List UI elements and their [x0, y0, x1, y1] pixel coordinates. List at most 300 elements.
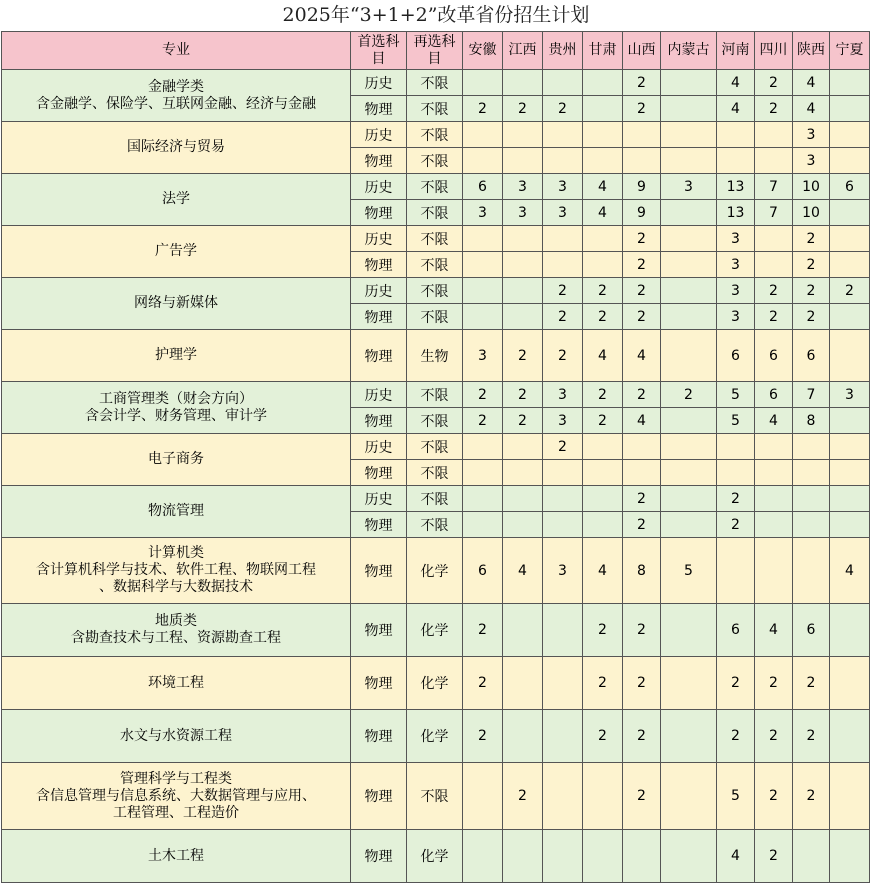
quota-cell	[661, 763, 717, 830]
quota-cell: 2	[793, 304, 830, 330]
quota-cell	[463, 830, 503, 883]
quota-cell	[755, 460, 793, 486]
quota-cell: 5	[717, 382, 755, 408]
major-name-line: 工程管理、工程造价	[113, 804, 239, 821]
quota-cell	[503, 122, 543, 148]
major-name-line: 工商管理类（财会方向）	[99, 390, 253, 407]
quota-cell	[583, 148, 623, 174]
table-row	[2, 434, 870, 460]
quota-cell: 2	[623, 657, 661, 710]
second-subject-cell: 不限	[407, 148, 463, 174]
quota-cell: 2	[543, 330, 583, 382]
major-name-line: 网络与新媒体	[134, 295, 218, 311]
quota-cell: 9	[623, 174, 661, 200]
quota-cell: 2	[623, 486, 661, 512]
quota-cell: 13	[717, 200, 755, 226]
quota-cell	[717, 122, 755, 148]
major-name-line: 水文与水资源工程	[120, 727, 232, 744]
quota-cell: 4	[793, 96, 830, 122]
quota-cell: 2	[503, 382, 543, 408]
quota-cell	[830, 763, 870, 830]
quota-cell: 2	[543, 278, 583, 304]
second-subject-cell: 不限	[407, 434, 463, 460]
quota-cell	[830, 604, 870, 657]
header-province: 四川	[755, 32, 793, 70]
quota-cell: 2	[793, 252, 830, 278]
quota-cell	[463, 148, 503, 174]
quota-cell	[830, 512, 870, 538]
quota-cell: 6	[755, 382, 793, 408]
major-name-cell	[2, 330, 351, 382]
quota-cell: 6	[793, 604, 830, 657]
quota-cell	[583, 96, 623, 122]
major-name-cell	[2, 226, 351, 278]
quota-cell	[583, 226, 623, 252]
first-subject-cell: 物理	[351, 604, 407, 657]
major-name-cell	[2, 604, 351, 657]
quota-cell	[623, 460, 661, 486]
quota-cell	[463, 70, 503, 96]
first-subject-cell: 物理	[351, 200, 407, 226]
table-row	[2, 657, 870, 710]
major-name-cell	[2, 710, 351, 763]
second-subject-cell: 不限	[407, 763, 463, 830]
second-subject-cell: 化学	[407, 538, 463, 604]
quota-cell: 4	[623, 408, 661, 434]
table-row	[2, 604, 870, 657]
header-province: 山西	[623, 32, 661, 70]
quota-cell	[543, 763, 583, 830]
quota-cell	[717, 434, 755, 460]
quota-cell	[717, 460, 755, 486]
quota-cell	[661, 460, 717, 486]
second-subject-cell: 不限	[407, 200, 463, 226]
quota-cell	[503, 252, 543, 278]
quota-cell: 2	[793, 657, 830, 710]
quota-cell	[661, 408, 717, 434]
quota-cell	[543, 226, 583, 252]
quota-cell	[755, 252, 793, 278]
quota-cell: 2	[583, 304, 623, 330]
quota-cell	[583, 122, 623, 148]
quota-cell	[543, 710, 583, 763]
quota-cell	[463, 252, 503, 278]
quota-cell: 2	[463, 408, 503, 434]
quota-cell	[543, 252, 583, 278]
first-subject-cell: 历史	[351, 382, 407, 408]
header-province: 甘肃	[583, 32, 623, 70]
quota-cell: 2	[717, 710, 755, 763]
page-title: 2025年“3+1+2”改革省份招生计划	[282, 4, 590, 26]
quota-cell: 9	[623, 200, 661, 226]
quota-cell	[661, 830, 717, 883]
quota-cell: 2	[623, 604, 661, 657]
major-name-line: 金融学类	[148, 78, 204, 95]
quota-cell: 2	[793, 710, 830, 763]
quota-cell: 3	[793, 122, 830, 148]
quota-cell: 3	[717, 226, 755, 252]
first-subject-cell: 物理	[351, 252, 407, 278]
second-subject-cell: 不限	[407, 122, 463, 148]
quota-cell: 2	[463, 657, 503, 710]
quota-cell: 3	[463, 200, 503, 226]
quota-cell	[503, 226, 543, 252]
quota-cell: 2	[623, 96, 661, 122]
table-body	[2, 70, 870, 883]
quota-cell	[830, 460, 870, 486]
major-name-cell	[2, 830, 351, 883]
quota-cell: 2	[623, 304, 661, 330]
header-major: 专业	[2, 32, 351, 70]
quota-cell	[661, 512, 717, 538]
header-first-subject: 首选科目	[351, 32, 407, 70]
quota-cell	[717, 148, 755, 174]
quota-cell: 4	[793, 70, 830, 96]
quota-cell: 4	[583, 330, 623, 382]
quota-cell: 2	[793, 278, 830, 304]
quota-cell: 2	[583, 604, 623, 657]
quota-cell: 3	[543, 200, 583, 226]
quota-cell: 2	[755, 70, 793, 96]
quota-cell	[623, 434, 661, 460]
enrollment-plan-table	[1, 31, 870, 883]
first-subject-cell: 物理	[351, 763, 407, 830]
quota-cell: 2	[583, 657, 623, 710]
quota-cell: 2	[623, 382, 661, 408]
quota-cell: 2	[543, 304, 583, 330]
quota-cell	[830, 122, 870, 148]
quota-cell: 10	[793, 174, 830, 200]
second-subject-cell: 不限	[407, 512, 463, 538]
quota-cell: 2	[717, 657, 755, 710]
quota-cell	[830, 710, 870, 763]
quota-cell	[755, 434, 793, 460]
major-name-line: 法学	[162, 191, 190, 207]
quota-cell: 2	[463, 96, 503, 122]
header-province: 河南	[717, 32, 755, 70]
second-subject-cell: 不限	[407, 486, 463, 512]
major-name-cell	[2, 278, 351, 330]
quota-cell: 4	[717, 70, 755, 96]
first-subject-cell: 物理	[351, 148, 407, 174]
quota-cell: 4	[583, 174, 623, 200]
second-subject-cell: 不限	[407, 252, 463, 278]
second-subject-cell: 化学	[407, 710, 463, 763]
quota-cell	[583, 252, 623, 278]
major-name-line: 含信息管理与信息系统、大数据管理与应用、	[36, 787, 316, 804]
header-province: 内蒙古	[661, 32, 717, 70]
quota-cell: 2	[830, 278, 870, 304]
quota-cell	[755, 122, 793, 148]
quota-cell: 6	[717, 330, 755, 382]
major-name-line: 广告学	[155, 243, 197, 259]
table-row	[2, 486, 870, 512]
quota-cell: 6	[830, 174, 870, 200]
second-subject-cell: 不限	[407, 304, 463, 330]
quota-cell	[661, 486, 717, 512]
quota-cell	[661, 122, 717, 148]
quota-cell: 6	[463, 174, 503, 200]
quota-cell	[503, 657, 543, 710]
first-subject-cell: 物理	[351, 657, 407, 710]
quota-cell: 8	[793, 408, 830, 434]
major-name-line: 地质类	[155, 613, 197, 629]
quota-cell: 2	[661, 382, 717, 408]
quota-cell	[543, 460, 583, 486]
first-subject-cell: 物理	[351, 460, 407, 486]
major-name-line: 含金融学、保险学、互联网金融、经济与金融	[36, 95, 316, 112]
quota-cell	[661, 148, 717, 174]
quota-cell: 2	[793, 763, 830, 830]
quota-cell	[755, 226, 793, 252]
quota-cell: 3	[463, 330, 503, 382]
quota-cell: 2	[623, 278, 661, 304]
quota-cell	[543, 486, 583, 512]
first-subject-cell: 物理	[351, 96, 407, 122]
quota-cell	[661, 604, 717, 657]
quota-cell: 2	[755, 657, 793, 710]
first-subject-cell: 物理	[351, 330, 407, 382]
major-name-line: 管理科学与工程类	[120, 770, 232, 787]
second-subject-cell: 化学	[407, 657, 463, 710]
quota-cell: 2	[623, 763, 661, 830]
second-subject-cell: 不限	[407, 460, 463, 486]
quota-cell: 5	[717, 763, 755, 830]
first-subject-cell: 历史	[351, 226, 407, 252]
major-name-line: 护理学	[155, 347, 197, 363]
quota-cell	[830, 226, 870, 252]
major-name-line: 土木工程	[148, 847, 204, 864]
quota-cell	[793, 830, 830, 883]
quota-cell: 3	[793, 148, 830, 174]
quota-cell: 2	[583, 382, 623, 408]
table-row	[2, 710, 870, 763]
table-row	[2, 226, 870, 252]
quota-cell	[503, 710, 543, 763]
table-row	[2, 278, 870, 304]
table-row	[2, 174, 870, 200]
quota-cell	[717, 538, 755, 604]
quota-cell	[793, 486, 830, 512]
quota-cell: 2	[793, 226, 830, 252]
quota-cell	[793, 434, 830, 460]
table-row	[2, 763, 870, 830]
major-name-cell	[2, 70, 351, 122]
header-row	[2, 32, 870, 70]
second-subject-cell: 不限	[407, 382, 463, 408]
quota-cell: 2	[755, 278, 793, 304]
quota-cell: 6	[463, 538, 503, 604]
quota-cell	[503, 304, 543, 330]
table-row	[2, 122, 870, 148]
quota-cell	[661, 70, 717, 96]
quota-cell	[503, 486, 543, 512]
quota-cell: 2	[623, 70, 661, 96]
major-name-cell	[2, 174, 351, 226]
quota-cell: 2	[623, 226, 661, 252]
quota-cell: 4	[830, 538, 870, 604]
quota-cell: 2	[583, 278, 623, 304]
first-subject-cell: 物理	[351, 710, 407, 763]
quota-cell: 4	[623, 330, 661, 382]
quota-cell	[543, 148, 583, 174]
quota-cell: 3	[503, 174, 543, 200]
major-name-line: 计算机类	[148, 545, 204, 561]
first-subject-cell: 物理	[351, 830, 407, 883]
quota-cell	[583, 434, 623, 460]
quota-cell: 4	[717, 96, 755, 122]
quota-cell: 2	[755, 304, 793, 330]
quota-cell	[830, 304, 870, 330]
quota-cell	[830, 148, 870, 174]
quota-cell	[503, 830, 543, 883]
quota-cell	[543, 657, 583, 710]
table-row	[2, 70, 870, 96]
quota-cell: 8	[623, 538, 661, 604]
quota-cell	[463, 434, 503, 460]
quota-cell	[543, 122, 583, 148]
quota-cell	[583, 763, 623, 830]
quota-cell	[830, 330, 870, 382]
quota-cell: 2	[543, 434, 583, 460]
quota-cell	[503, 148, 543, 174]
header-province: 贵州	[543, 32, 583, 70]
quota-cell	[793, 512, 830, 538]
quota-cell	[755, 538, 793, 604]
quota-cell	[463, 278, 503, 304]
table-row	[2, 830, 870, 883]
quota-cell: 3	[717, 252, 755, 278]
quota-cell: 2	[503, 330, 543, 382]
quota-cell	[830, 408, 870, 434]
quota-cell: 2	[755, 830, 793, 883]
quota-cell: 4	[755, 408, 793, 434]
table-row	[2, 538, 870, 604]
first-subject-cell: 物理	[351, 408, 407, 434]
second-subject-cell: 不限	[407, 408, 463, 434]
quota-cell	[830, 657, 870, 710]
major-name-cell	[2, 434, 351, 486]
first-subject-cell: 物理	[351, 304, 407, 330]
quota-cell: 4	[755, 604, 793, 657]
major-name-cell	[2, 486, 351, 538]
quota-cell: 6	[755, 330, 793, 382]
major-name-line: 含勘查技术与工程、资源勘查工程	[71, 630, 281, 646]
quota-cell	[463, 226, 503, 252]
quota-cell	[503, 460, 543, 486]
quota-cell	[503, 604, 543, 657]
quota-cell	[830, 70, 870, 96]
quota-cell	[463, 763, 503, 830]
quota-cell	[755, 512, 793, 538]
quota-cell: 2	[755, 96, 793, 122]
quota-cell	[661, 710, 717, 763]
quota-cell	[793, 460, 830, 486]
first-subject-cell: 历史	[351, 174, 407, 200]
quota-cell: 10	[793, 200, 830, 226]
quota-cell: 3	[543, 382, 583, 408]
quota-cell	[543, 70, 583, 96]
quota-cell: 3	[543, 538, 583, 604]
quota-cell	[463, 512, 503, 538]
first-subject-cell: 历史	[351, 278, 407, 304]
major-name-cell	[2, 538, 351, 604]
second-subject-cell: 不限	[407, 278, 463, 304]
quota-cell	[661, 304, 717, 330]
quota-cell: 2	[717, 512, 755, 538]
quota-cell: 2	[503, 96, 543, 122]
quota-cell: 2	[623, 512, 661, 538]
major-name-line: 物流管理	[148, 503, 204, 519]
quota-cell	[503, 434, 543, 460]
second-subject-cell: 不限	[407, 174, 463, 200]
quota-cell	[543, 604, 583, 657]
quota-cell	[463, 304, 503, 330]
quota-cell: 3	[717, 304, 755, 330]
quota-cell	[661, 434, 717, 460]
header-province: 宁夏	[830, 32, 870, 70]
major-name-cell	[2, 122, 351, 174]
quota-cell	[661, 96, 717, 122]
quota-cell	[543, 830, 583, 883]
first-subject-cell: 历史	[351, 122, 407, 148]
quota-cell: 13	[717, 174, 755, 200]
quota-cell: 4	[503, 538, 543, 604]
second-subject-cell: 不限	[407, 70, 463, 96]
quota-cell	[583, 512, 623, 538]
quota-cell	[661, 330, 717, 382]
header-province: 江西	[503, 32, 543, 70]
quota-cell: 3	[830, 382, 870, 408]
quota-cell: 2	[503, 408, 543, 434]
quota-cell	[463, 486, 503, 512]
quota-cell	[583, 460, 623, 486]
quota-cell	[583, 486, 623, 512]
quota-cell: 2	[543, 96, 583, 122]
table-row	[2, 330, 870, 382]
quota-cell: 2	[623, 710, 661, 763]
quota-cell	[503, 512, 543, 538]
header-province: 安徽	[463, 32, 503, 70]
quota-cell	[755, 148, 793, 174]
first-subject-cell: 历史	[351, 70, 407, 96]
table-row	[2, 382, 870, 408]
first-subject-cell: 历史	[351, 434, 407, 460]
quota-cell: 3	[543, 408, 583, 434]
first-subject-cell: 物理	[351, 512, 407, 538]
first-subject-cell: 历史	[351, 486, 407, 512]
quota-cell: 2	[623, 252, 661, 278]
quota-cell: 4	[583, 538, 623, 604]
quota-cell	[583, 830, 623, 883]
quota-cell: 2	[755, 763, 793, 830]
quota-cell: 2	[583, 710, 623, 763]
first-subject-cell: 物理	[351, 538, 407, 604]
major-name-line: 电子商务	[148, 451, 204, 467]
quota-cell	[623, 830, 661, 883]
quota-cell	[830, 200, 870, 226]
quota-cell	[661, 657, 717, 710]
quota-cell	[793, 538, 830, 604]
second-subject-cell: 生物	[407, 330, 463, 382]
quota-cell	[543, 512, 583, 538]
quota-cell: 6	[717, 604, 755, 657]
quota-cell	[623, 148, 661, 174]
quota-cell: 3	[503, 200, 543, 226]
quota-cell: 5	[661, 538, 717, 604]
second-subject-cell: 化学	[407, 604, 463, 657]
quota-cell: 7	[793, 382, 830, 408]
